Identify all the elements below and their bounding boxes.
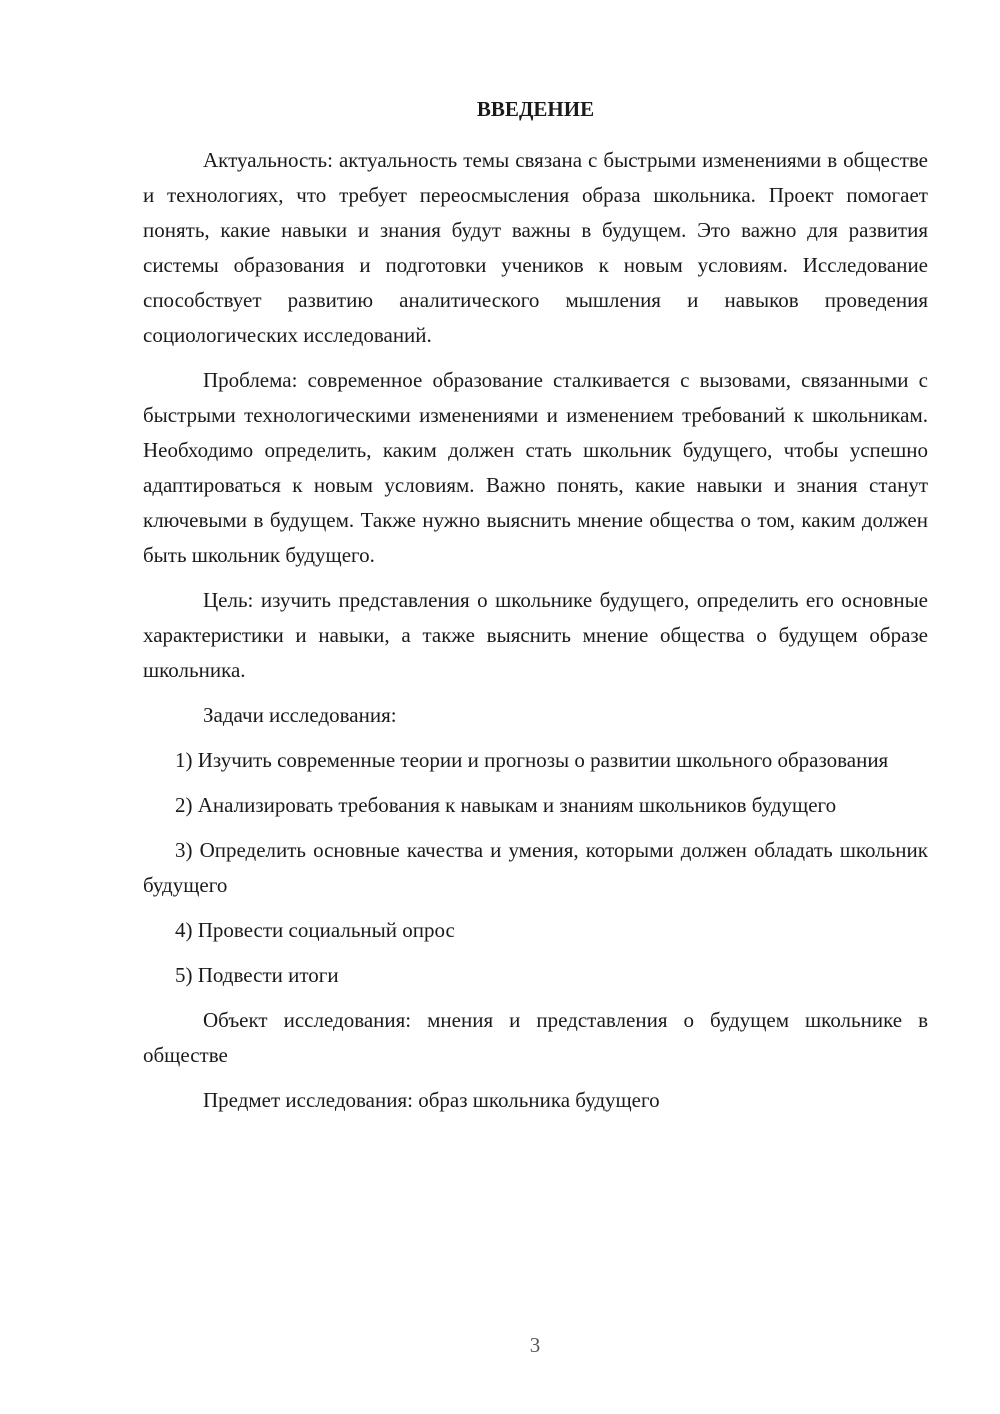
task-item-3: 3) Определить основные качества и умения, которыми должен обладать школьник будущего — [143, 838, 928, 897]
paragraph-object: Объект исследования: мнения и представления о будущем школьнике в обществе — [143, 1008, 928, 1067]
task-item-5: 5) Подвести итоги — [175, 963, 339, 987]
paragraph-relevance: Актуальность: актуальность темы связана с быстрыми изменениями в обществе и технологиях, что требует переосмысления образа школьника. Проект помогает понять, какие навыки и знания будут важны в будущем. Это важно для развития системы образования и подготовки учеников к новым условиям. Исследование способствует развитию аналитического мышления и навыков проведения социологических исследований. — [143, 148, 928, 347]
task-item-4: 4) Провести социальный опрос — [175, 918, 455, 942]
document-page — [143, 92, 928, 1128]
paragraph-problem: Проблема: современное образование сталкивается с вызовами, связанными с быстрыми технологическими изменениями и изменением требований к школьникам. Необходимо определить, каким должен стать школьник будущего, чтобы успешно адаптироваться к новым условиям. Важно понять, какие навыки и знания станут ключевыми в будущем. Также нужно выяснить мнение общества о том, каким должен быть школьник будущего. — [143, 368, 928, 567]
task-item-2: 2) Анализировать требования к навыкам и знаниям школьников будущего — [175, 793, 837, 817]
paragraph-goal: Цель: изучить представления о школьнике будущего, определить его основные характеристики и навыки, а также выяснить мнение общества о будущем образе школьника. — [143, 588, 928, 682]
section-title: ВВЕДЕНИЕ — [476, 97, 595, 121]
page-number: 3 — [529, 1333, 541, 1357]
paragraph-tasks-heading: Задачи исследования: — [203, 703, 397, 727]
paragraph-subject: Предмет исследования: образ школьника будущего — [203, 1088, 660, 1112]
task-item-1: 1) Изучить современные теории и прогнозы о развитии школьного образования — [175, 748, 889, 772]
